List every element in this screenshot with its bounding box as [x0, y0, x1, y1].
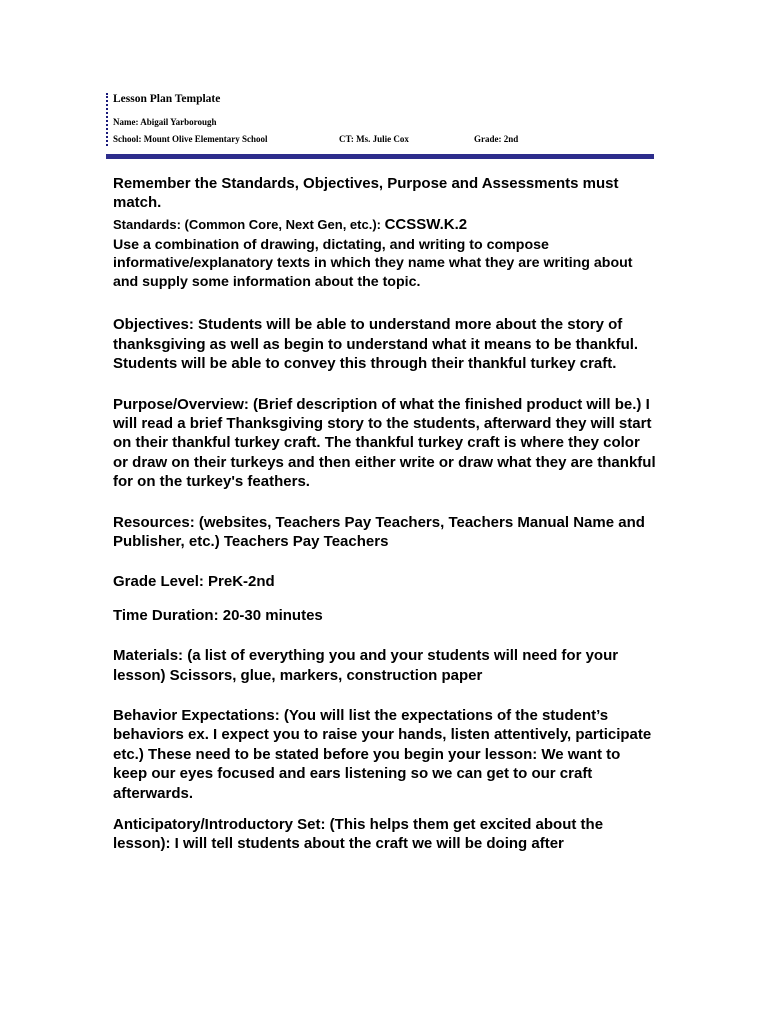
lesson-plan-header [106, 90, 654, 154]
standards-heading [113, 215, 658, 234]
intro-reminder: Remember the Standards, Objectives, Purpose and Assessments must match. [113, 175, 619, 212]
header-cooperating-teacher: CT: Ms. Julie Cox [339, 134, 409, 144]
resources-section: Resources: (websites, Teachers Pay Teachers, Teachers Manual Name and Publisher, etc.) Teachers Pay Teachers [113, 513, 645, 550]
time-duration-section: Time Duration: 20-30 minutes [113, 606, 323, 624]
anticipatory-section: Anticipatory/Introductory Set: (This helps them get excited about the lesson): I will tell students about the craft we will be doing after [113, 816, 604, 853]
header-teacher-name: Name: Abigail Yarborough [113, 117, 217, 127]
standards-description: Use a combination of drawing, dictating, and writing to compose informative/explanatory texts in which they name what they are writing about and supply some information about the topic. [113, 236, 633, 290]
materials-section: Materials: (a list of everything you and your students will need for your lesson) Scissors, glue, markers, construction paper [113, 647, 619, 684]
header-divider [106, 154, 654, 159]
objectives-section: Objectives: Students will be able to understand more about the story of thanksgiving as well as begin to understand what it means to be thankful. Students will be able to convey this through their thankful turkey craft. [113, 316, 639, 373]
header-school: School: Mount Olive Elementary School [113, 134, 268, 144]
header-dotted-border [106, 93, 108, 146]
grade-level-section: Grade Level: PreK-2nd [113, 573, 275, 591]
lesson-body [113, 174, 658, 854]
standards-code: CCSSW.K.2 [384, 215, 468, 233]
standards-label: Standards: (Common Core, Next Gen, etc.): [113, 216, 385, 232]
purpose-section: Purpose/Overview: (Brief description of what the finished product will be.) I will read a brief Thanksgiving story to the students, afterward they will start on their thankful turkey craft. The thankful turkey craft is where they color or draw on their turkeys and then either write or draw what they are thankful for on the turkey's feathers. [113, 395, 656, 491]
header-grade: Grade: 2nd [474, 134, 519, 144]
header-title: Lesson Plan Template [113, 93, 221, 105]
behavior-section: Behavior Expectations: (You will list the expectations of the student’s behaviors ex. I expect you to raise your hands, listen attentively, participate etc.) These need to be stated before you begin your lesson: We want to keep our eyes focused and ears listening so we can get to our craft afterwards. [113, 707, 652, 802]
